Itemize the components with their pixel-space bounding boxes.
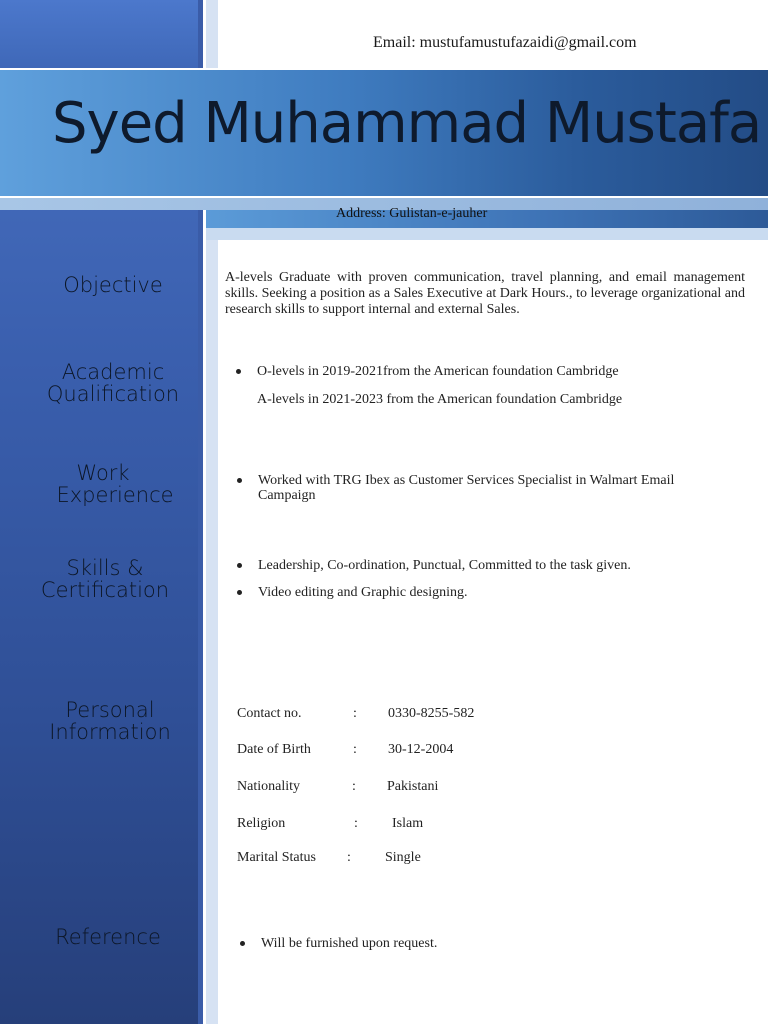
section-heading-objective-label: Objective [63,273,163,297]
personal-label: Contact no. [237,706,302,721]
section-heading-skills-line1: Skills & [66,556,144,580]
academic-item-1-text: O-levels in 2019-2021from the American foundation Cambridge [257,364,619,379]
bullet-icon [236,369,241,374]
email-text: Email: mustufamustufazaidi@gmail.com [373,34,637,51]
address-text: Address: Gulistan-e-jauher [336,206,488,221]
personal-value: 0330-8255-582 [388,706,475,721]
reference-item-1 [261,936,437,951]
section-heading-work-line2: Experience [56,483,174,507]
section-heading-reference [9,926,207,948]
section-heading-reference-label: Reference [55,925,161,949]
section-heading-personal-line2: Information [49,720,171,744]
skills-item-2 [258,585,468,600]
section-heading-skills [6,557,204,601]
section-heading-work-line1: Work [76,461,130,485]
section-heading-objective [14,274,212,296]
section-heading-academic-line2: Qualification [46,382,180,406]
sidebar-top-block [0,0,198,68]
bullet-icon [237,563,242,568]
work-item-1-text: Worked with TRG Ibex as Customer Services Specialist in Walmart Email Campaign [258,473,675,503]
section-heading-personal [11,699,209,743]
section-heading-personal-line1: Personal [65,698,155,722]
personal-label: Marital Status [237,850,316,865]
academic-item-2-text: A-levels in 2021-2023 from the American foundation Cambridge [257,392,623,407]
personal-label: Nationality [237,779,300,794]
personal-separator: : [347,850,351,865]
reference-item-1-text: Will be furnished upon request. [261,936,438,951]
bullet-icon [237,478,242,483]
academic-item-2 [257,392,622,407]
personal-value: 30-12-2004 [388,742,454,757]
bullet-icon [240,941,245,946]
personal-separator: : [354,816,358,831]
personal-value: Single [385,850,421,865]
personal-separator: : [353,706,357,721]
personal-label: Date of Birth [237,742,311,757]
personal-value: Islam [392,816,424,831]
bullet-icon [237,590,242,595]
personal-separator: : [352,779,356,794]
candidate-name: Syed Muhammad Mustafa [52,91,762,156]
personal-label: Religion [237,816,286,831]
section-heading-work [16,462,214,506]
academic-item-1 [257,364,619,379]
skills-item-1 [258,558,631,573]
skills-item-2-text: Video editing and Graphic designing. [258,585,468,600]
address-banner-under [206,228,768,240]
work-item-1 [258,473,728,503]
personal-value: Pakistani [387,779,439,794]
section-heading-academic [14,361,212,405]
objective-text: A-levels Graduate with proven communication, travel planning, and email management skills. Seeking a position as a Sales Executive at Dark Hours., to leverage organizational and research skills to support internal and external Sales. [225,270,745,317]
personal-separator: : [353,742,357,757]
section-heading-academic-line1: Academic [61,360,165,384]
section-heading-skills-line2: Certification [40,578,170,602]
skills-item-1-text: Leadership, Co-ordination, Punctual, Committed to the task given. [258,558,631,573]
